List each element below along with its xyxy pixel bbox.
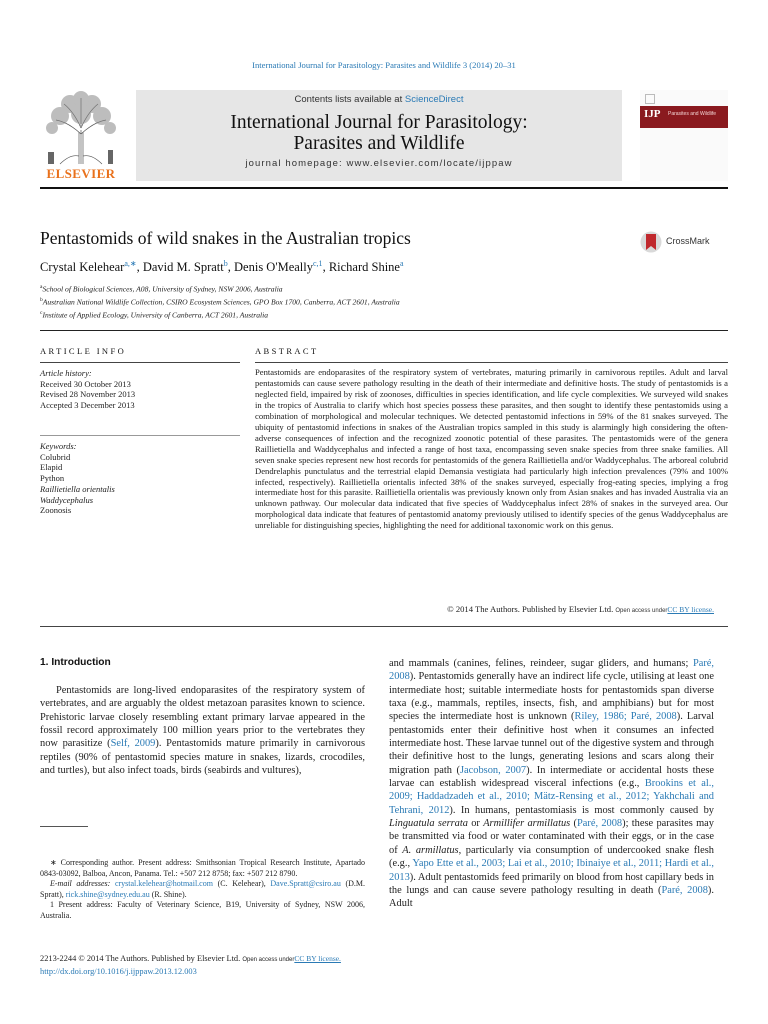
affiliation-text: Australian National Wildlife Collection, CSIRO Ecosystem Sciences, GPO Box 1700, Canberra, ACT 2601, Australia — [42, 297, 400, 307]
affiliations — [40, 282, 400, 321]
affiliation-marker: c — [40, 310, 43, 317]
contents-prefix: Contents lists available at — [294, 94, 405, 105]
author-affiliation-marker[interactable]: a,∗ — [124, 259, 137, 268]
author-affiliation-marker[interactable]: c,1 — [313, 259, 323, 268]
issn-text: 2213-2244 © 2014 The Authors. Published by Elsevier Ltd. — [40, 954, 241, 963]
citation-link[interactable]: Yapo Ette et al., 2003; Lai et al., 2010; Ibinaiye et al., 2011; Hardi et al., 2013 — [389, 858, 714, 883]
paragraph-text: ( — [570, 818, 577, 830]
citation-link[interactable]: Jacobson, 2007 — [460, 764, 527, 776]
article-info-heading: ARTICLE INFO — [40, 346, 127, 356]
keyword-item: Elapid — [40, 462, 63, 473]
paragraph-text: , particularly via consumption of undercooked snake flesh (e.g., — [389, 844, 714, 870]
affiliation-text: School of Biological Sciences, A08, University of Sydney, NSW 2006, Australia — [42, 284, 283, 294]
crossmark-label: CrossMark — [666, 236, 710, 246]
abstract-heading: ABSTRACT — [255, 346, 319, 356]
received-date: Received 30 October 2013 — [40, 378, 131, 389]
citation-link[interactable]: Self, 2009 — [110, 738, 156, 750]
author-separator: , — [136, 260, 143, 275]
keywords-rule — [40, 435, 240, 436]
paragraph-text: Pentastomids are long-lived endoparasites of the respiratory system of vertebrates, and are arguably the oldest metazoan parasites known to science. Prehistoric larvae closely resembling extant primary larvae appeared in the fossil record approximately 100 million years prior to the vertebrates they now parasitize ( — [40, 685, 365, 750]
paragraph-text: ). Larval pentastomids enter their definitive host when it consumes an infected intermediate host. These larvae tunnel out of the digestive system and through their definitive host to the lungs, generating lesions and scars along their migration path ( — [389, 711, 714, 776]
species-name: Armillifer armillatus — [483, 818, 571, 830]
cover-corner-icon — [645, 94, 655, 104]
paragraph-text: or — [467, 818, 484, 830]
paragraph-text: ). Pentastomids mature primarily in carnivorous reptiles (90% of pentastomid species mature in snakes, lizards, crocodiles, and turtles), but also infect toads, birds (seabirds and vultures), — [40, 738, 366, 777]
author-separator: , — [227, 260, 235, 275]
citation-link[interactable]: Riley, 1986; Paré, 2008 — [574, 711, 677, 723]
body-column-right — [389, 657, 714, 911]
accepted-date: Accepted 3 December 2013 — [40, 399, 135, 410]
paragraph-text: ). In intermediate or accidental hosts these larvae can establish widespread visceral infections (e.g., — [389, 764, 714, 790]
abstract-rule — [255, 362, 728, 363]
journal-reference[interactable]: International Journal for Parasitology: Parasites and Wildlife 3 (2014) 20–31 — [252, 60, 516, 70]
article-title: Pentastomids of wild snakes in the Australian tropics — [40, 228, 411, 248]
abstract-copyright — [255, 604, 714, 614]
journal-title — [136, 112, 622, 154]
paragraph-text: ). Adult pentastomids feed primarily on blood from host capillary beds in the lungs and can cause severe pathology resulting in death ( — [389, 871, 714, 896]
keyword-item: Zoonosis — [40, 505, 72, 516]
keyword-item: Raillietiella orientalis — [40, 483, 115, 494]
crossmark-icon — [640, 230, 662, 254]
cover-label: IJP — [644, 108, 661, 120]
body-column-left — [40, 684, 365, 777]
email-label: E-mail addresses: — [50, 879, 115, 888]
citation-link[interactable]: Paré, 2008 — [389, 658, 714, 683]
paragraph — [389, 657, 714, 911]
journal-cover-thumbnail[interactable] — [640, 90, 728, 181]
article-history — [40, 368, 135, 410]
elsevier-tree-icon — [40, 90, 122, 166]
email-link[interactable]: crystal.kelehear@hotmail.com — [114, 879, 213, 888]
elsevier-logo — [40, 90, 122, 182]
author-name[interactable]: Crystal Kelehear — [40, 260, 125, 275]
email-owner: (C. Kelehear), — [212, 879, 271, 888]
affiliation-item — [40, 308, 400, 321]
journal-title-line2: Parasites and Wildlife — [293, 133, 465, 154]
affiliation-text: Institute of Applied Ecology, University of Canberra, ACT 2601, Australia — [42, 310, 269, 320]
keywords-label: Keywords: — [40, 441, 77, 451]
revised-date: Revised 28 November 2013 — [40, 389, 136, 400]
citation-link[interactable]: Paré, 2008 — [661, 884, 708, 896]
email-owner: (R. Shine). — [149, 889, 187, 899]
issn-line — [40, 953, 341, 966]
paragraph-text: ). In humans, pentastomiasis is most commonly caused by — [449, 804, 714, 816]
citation-link[interactable]: Brookins et al., 2009; Haddadzadeh et al., 2010; Mätz-Rensing et al., 2012; Yakhchali and Tehrani, 2012 — [389, 778, 714, 816]
open-access-label: Open access under — [615, 608, 668, 614]
paragraph-text: and mammals (canines, felines, reindeer, sugar gliders, and humans; — [389, 658, 693, 669]
paragraph-text: ); these parasites may be transmitted via food or water contaminated with their eggs, or in the case of — [389, 818, 714, 856]
author-separator: , — [322, 260, 329, 275]
paragraph-text: ). Pentastomids generally have an indirect life cycle, utilising at least one intermediate host; suitable intermediate hosts for pentastomids span diverse taxa (e.g., mammals, reptiles, insects, fish, and amphibians) but for most species the intermediate host is unknown ( — [389, 671, 714, 723]
keyword-item: Waddycephalus — [40, 494, 94, 505]
history-label: Article history: — [40, 368, 92, 378]
abstract-text: Pentastomids are endoparasites of the respiratory system of vertebrates, maturing primarily in carnivorous reptiles. Adult and larval pentastomids can cause severe pathology resulting in the death of their intermediate and definitive hosts. The study of pentastomids is a neglected field, impaired by risk of zoonoses, difficulties in species identification, and life cycle complexities. We surveyed wild snakes in the tropics of Australia to clarify which host species possess these parasites, and then sought to identify these pentastomids using a combination of morphological and molecular techniques. We detected pentastomid infections in 59% of the 81 snakes surveyed. The ubiquity of pentastomid infections in snakes of the Australian tropics sampled in this study is alarmingly high considering the often-adverse consequences of infection and the recognized zoonotic potential of these parasites. The pentastomids were of the genera Raillietiella and Waddycephalus and infected a range of host taxa, encompassing seven snake species from three snake families. All seven snake species represent new host records for pentastomids of the genera Raillietiella and/or Waddycephalus. The arboreal colubrid Dendrelaphis punctulatus and the terrestrial elapid Demansia vestigiata had particularly high infection prevalences (79% and 100% infected, respectively). Raillietiella orientalis infected 38% of the snakes surveyed, especially frog-eating species, implying a frog intermediate host for this parasite. Raillietiella orientalis was previously known only from Asian snakes and has invaded Australia via an unknown pathway. Our molecular data indicated that five species of Waddycephalus infect 28% of snakes in the surveyed area. Our morphological data indicate that features of pentastomid anatomy previously utilised to identify species of the genus Waddycephalus are unreliable for distinguishing species, highlighting the need for additional taxonomic work on this genus. — [255, 367, 728, 531]
citation-link[interactable]: Paré, 2008 — [576, 818, 623, 830]
cover-subtitle: Parasites and Wildlife — [668, 111, 717, 117]
header-rule — [40, 187, 728, 189]
cc-license-link[interactable]: CC BY license. — [667, 605, 714, 614]
footnote-corresponding: ∗ Corresponding author. Present address: Smithsonian Tropical Research Institute, Apartado 0843-03092, Balboa, Ancon, Panama. Tel.: +507 212 8758; fax: +507 212 8790. — [40, 858, 365, 878]
copyright-text: © 2014 The Authors. Published by Elsevier Ltd. — [447, 604, 614, 614]
abstract-bottom-rule — [40, 626, 728, 627]
section-heading-introduction: 1. Introduction — [40, 657, 111, 668]
elsevier-wordmark: ELSEVIER — [46, 166, 116, 181]
species-name: A. armillatus — [402, 844, 459, 856]
section-rule — [40, 330, 728, 331]
paragraph-text: ). Adult — [389, 884, 714, 910]
email-owner: (D.M. Spratt), — [40, 879, 366, 899]
affiliation-marker: a — [40, 284, 43, 290]
author-name[interactable]: David M. Spratt — [142, 260, 224, 275]
author-affiliation-marker[interactable]: a — [399, 259, 404, 268]
affiliation-marker: b — [40, 297, 43, 304]
author-name[interactable]: Richard Shine — [328, 260, 400, 275]
doi-link[interactable]: http://dx.doi.org/10.1016/j.ijppaw.2013.12.003 — [40, 967, 197, 976]
open-access-label: Open access under — [242, 957, 295, 963]
email-link[interactable]: rick.shine@sydney.edu.au — [65, 889, 150, 899]
sciencedirect-link[interactable]: ScienceDirect — [404, 94, 464, 105]
author-list — [40, 259, 404, 275]
affiliation-item — [40, 295, 400, 308]
author-affiliation-marker[interactable]: b — [223, 259, 228, 268]
keywords — [40, 441, 115, 516]
paragraph — [40, 684, 365, 777]
article-info-rule — [40, 362, 240, 363]
footnote-rule — [40, 826, 88, 827]
footnote-present-address: 1 Present address: Faculty of Veterinary Science, B19, University of Sydney, NSW 2006, Australia. — [40, 900, 365, 920]
journal-title-line1: International Journal for Parasitology: — [230, 112, 528, 133]
email-link[interactable]: Dave.Spratt@csiro.au — [270, 879, 341, 888]
species-name: Linguatula serrata — [389, 818, 468, 830]
keyword-item: Python — [40, 473, 65, 484]
author-name[interactable]: Denis O'Meally — [234, 260, 313, 275]
footnotes — [40, 858, 365, 921]
cc-license-link[interactable]: CC BY license. — [294, 954, 341, 963]
page-footer — [40, 953, 341, 977]
contents-line — [136, 94, 622, 105]
journal-masthead — [136, 90, 622, 181]
keyword-item: Colubrid — [40, 451, 71, 462]
footnote-emails — [40, 879, 365, 900]
journal-homepage[interactable]: journal homepage: www.elsevier.com/locate/ijppaw — [245, 158, 513, 169]
affiliation-item — [40, 282, 400, 295]
